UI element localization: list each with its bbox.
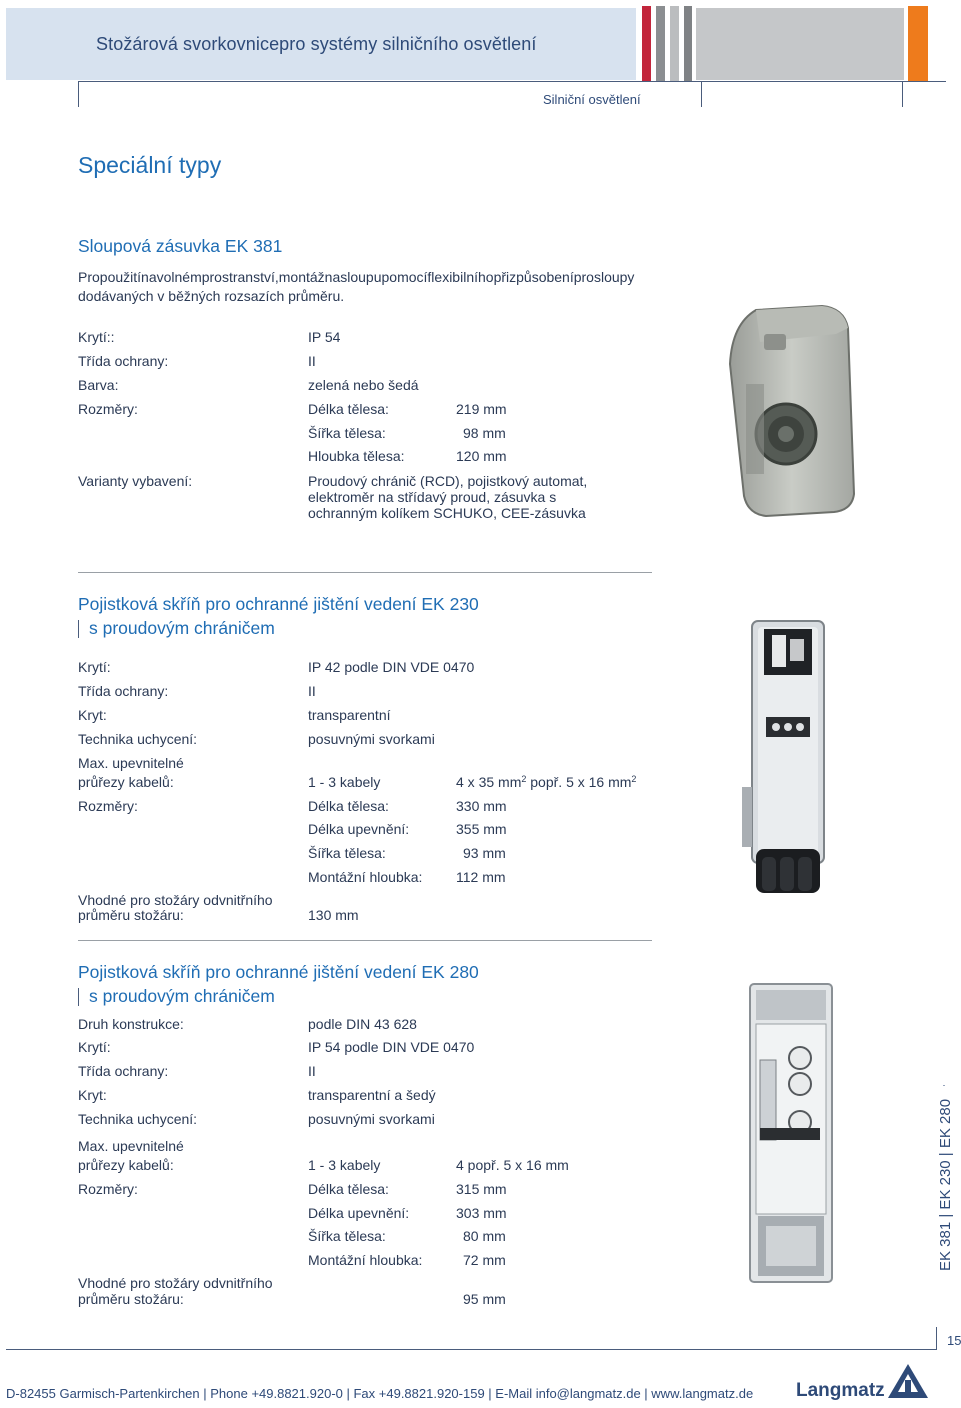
spec-value: posuvnými svorkami <box>308 731 435 747</box>
spec-label: Třída ochrany: <box>78 683 169 699</box>
spec-value: 4 popř. 5 x 16 mm <box>456 1157 569 1173</box>
header-divider <box>701 81 702 107</box>
ek381-description-line: Propoužitínavolnémprostranství,montážnasloupupomocíflexibilníhopřizpůsobeníprosloupy <box>78 269 635 285</box>
side-label-text: EK 381 | EK 230 | EK 280 <box>937 1098 954 1271</box>
variant-line: Proudový chránič (RCD), pojistkový automat, <box>308 473 588 489</box>
dim-label: Délka upevnění: <box>308 1205 410 1221</box>
spec-label: Druh konstrukce: <box>78 1016 184 1032</box>
spec-label: Max. upevnitelné <box>78 1138 184 1154</box>
header-gray-panel <box>696 8 904 80</box>
footer-rule <box>6 1349 936 1350</box>
dim-label: Šířka tělesa: <box>308 845 386 861</box>
spec-value: IP 54 <box>308 329 341 345</box>
side-product-label <box>928 1085 958 1275</box>
spec-label: Třída ochrany: <box>78 1063 169 1079</box>
dim-value: 355 mm <box>456 821 507 837</box>
ek381-description-line: dodávaných v běžných rozsazích průměru. <box>78 288 345 304</box>
ek230-title: Pojistková skříň pro ochranné jištění vedení EK 230 <box>78 594 479 614</box>
dim-label: Šířka tělesa: <box>308 425 386 441</box>
spec-value: II <box>308 683 316 699</box>
dim-label: Montážní hloubka: <box>308 869 423 885</box>
dim-value: 98 mm <box>463 425 506 441</box>
spec-label: Třída ochrany: <box>78 353 169 369</box>
spec-label: Kryt: <box>78 1087 107 1103</box>
dim-label: Montážní hloubka: <box>308 1252 423 1268</box>
spec-label: Krytí:: <box>78 329 115 345</box>
dim-label: Délka tělesa: <box>308 798 389 814</box>
spec-value: transparentní <box>308 707 391 723</box>
dim-value: 330 mm <box>456 798 507 814</box>
spec-value: transparentní a šedý <box>308 1087 436 1103</box>
dim-label: Hloubka tělesa: <box>308 448 405 464</box>
dim-label: Délka tělesa: <box>308 401 389 417</box>
spec-label: Varianty vybavení: <box>78 473 193 489</box>
spec-label: Krytí: <box>78 1039 111 1055</box>
footer-contact: D-82455 Garmisch-Partenkirchen | Phone +49.8821.920-0 | Fax +49.8821.920-159 | E-Mail info@langmatz.de | www.langmatz.de <box>6 1386 754 1401</box>
company-logo-text: Langmatz <box>796 1380 885 1401</box>
dim-value: 93 mm <box>463 845 506 861</box>
header-rule <box>78 81 946 82</box>
spec-value: II <box>308 353 316 369</box>
header-stripe-darkgray <box>684 6 692 82</box>
header-divider <box>902 81 903 107</box>
header-stripe-orange <box>908 6 928 82</box>
spec-label: Rozměry: <box>78 798 138 814</box>
dim-value: 80 mm <box>463 1228 506 1244</box>
ek230-product-image <box>736 617 836 893</box>
variant-line: ochranným kolíkem SCHUKO, CEE-zásuvka <box>308 505 586 521</box>
spec-value: IP 42 podle DIN VDE 0470 <box>308 659 475 675</box>
spec-value: IP 54 podle DIN VDE 0470 <box>308 1039 475 1055</box>
spec-label: Vhodné pro stožáry odvnitřního <box>78 892 273 908</box>
section-divider <box>78 940 652 941</box>
dim-value: 120 mm <box>456 448 507 464</box>
spec-label: Rozměry: <box>78 401 138 417</box>
spec-value: zelená nebo šedá <box>308 377 419 393</box>
spec-value: 1 - 3 kabely <box>308 774 381 790</box>
spec-label: průřezy kabelů: <box>78 1157 174 1173</box>
ek230-subtitle: s proudovým chráničem <box>89 618 275 638</box>
page-number: 15 <box>947 1333 961 1348</box>
spec-value: 130 mm <box>308 907 359 923</box>
dim-label: Délka tělesa: <box>308 1181 389 1197</box>
spec-label: Max. upevnitelné <box>78 755 184 771</box>
variant-line: elektroměr na střídavý proud, zásuvka s <box>308 489 557 505</box>
spec-label: Vhodné pro stožáry odvnitřního <box>78 1275 273 1291</box>
spec-label: průřezy kabelů: <box>78 774 174 790</box>
spec-label: průměru stožáru: <box>78 907 184 923</box>
spec-label: průměru stožáru: <box>78 1291 184 1307</box>
dim-value: 315 mm <box>456 1181 507 1197</box>
ek280-product-image <box>744 980 840 1288</box>
dim-value: 72 mm <box>463 1252 506 1268</box>
spec-value: posuvnými svorkami <box>308 1111 435 1127</box>
spec-label: Krytí: <box>78 659 111 675</box>
dim-label: Délka upevnění: <box>308 821 410 837</box>
spec-value: 1 - 3 kabely <box>308 1157 381 1173</box>
page-title: Speciální typy <box>78 152 222 178</box>
spec-label: Kryt: <box>78 707 107 723</box>
header-stripe-gray <box>656 6 665 82</box>
header-divider <box>78 81 79 107</box>
ek280-subtitle: s proudovým chráničem <box>89 986 275 1006</box>
spec-label: Technika uchycení: <box>78 1111 198 1127</box>
header-stripe-red <box>642 6 651 82</box>
header-stripe-lightgray <box>670 6 679 82</box>
section-divider <box>78 572 652 573</box>
ek280-title: Pojistková skříň pro ochranné jištění vedení EK 280 <box>78 962 479 982</box>
dim-value: 112 mm <box>456 869 506 885</box>
spec-value: podle DIN 43 628 <box>308 1016 417 1032</box>
spec-value: 95 mm <box>463 1291 506 1307</box>
ek381-product-image <box>726 304 856 520</box>
dim-value: 303 mm <box>456 1205 507 1221</box>
dim-label: Šířka tělesa: <box>308 1228 386 1244</box>
spec-label: Technika uchycení: <box>78 731 198 747</box>
spec-label: Rozměry: <box>78 1181 138 1197</box>
header-title: Stožárová svorkovnicepro systémy silničního osvětlení <box>96 34 537 54</box>
title-bar-marker <box>78 988 79 1006</box>
ek381-title: Sloupová zásuvka EK 381 <box>78 236 283 256</box>
company-logo-icon <box>886 1362 930 1400</box>
title-bar-marker <box>78 620 79 638</box>
dim-value: 219 mm <box>456 401 507 417</box>
section-label: Silniční osvětlení <box>543 92 641 107</box>
spec-label: Barva: <box>78 377 119 393</box>
spec-value-cross-section: 4 x 35 $mm^2$ popř. 5 x 16 $mm^2$ <box>456 774 637 790</box>
spec-value: II <box>308 1063 316 1079</box>
footer-divider <box>936 1327 937 1350</box>
